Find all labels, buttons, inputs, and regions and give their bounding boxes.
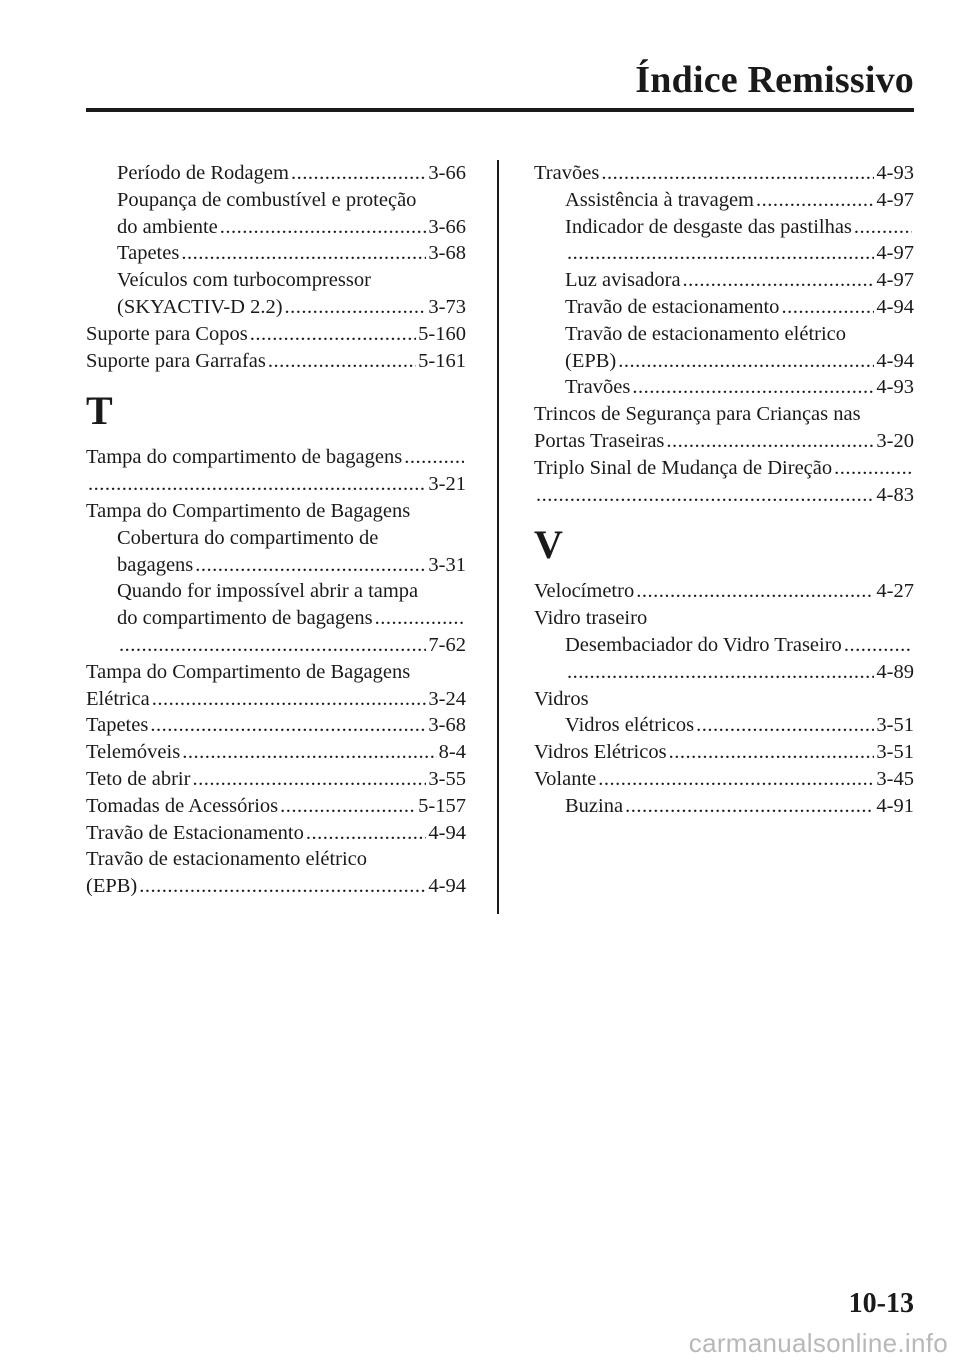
index-entry — [86, 820, 466, 847]
dot-leader — [291, 160, 426, 187]
dot-leader — [404, 444, 464, 471]
entry-text: Tampa do Compartimento de Bagagens — [86, 660, 411, 683]
index-entry — [86, 444, 466, 471]
entry-page: 4-97 — [876, 269, 914, 292]
entry-text: Travão de Estacionamento — [86, 821, 304, 844]
entry-text: Volante — [534, 767, 597, 790]
entry-page: 5-157 — [418, 794, 466, 817]
entry-page: 4-94 — [876, 349, 914, 372]
entry-page: 3-24 — [428, 687, 466, 710]
entry-text: Travões — [565, 376, 631, 399]
index-entry — [534, 659, 914, 686]
index-column-left — [86, 160, 466, 900]
index-entry — [534, 374, 914, 401]
dot-leader — [567, 659, 874, 686]
dot-leader — [781, 294, 874, 321]
index-entry — [534, 240, 914, 267]
index-entry — [534, 401, 914, 428]
index-entry — [534, 632, 914, 659]
dot-leader — [152, 686, 427, 713]
index-entry — [86, 552, 466, 579]
index-entry — [534, 605, 914, 632]
entry-text: Período de Rodagem — [117, 162, 289, 184]
section-letter: T — [86, 388, 113, 434]
index-entry — [534, 348, 914, 375]
section-letter: V — [534, 522, 563, 568]
entry-page: 4-93 — [876, 376, 914, 399]
entry-text: Portas Traseiras — [534, 429, 665, 452]
index-entry — [534, 267, 914, 294]
index-entry — [534, 766, 914, 793]
dot-leader — [192, 766, 426, 793]
index-entry — [86, 471, 466, 498]
dot-leader — [119, 632, 426, 659]
entry-text: Luz avisadora — [565, 269, 681, 292]
dot-leader — [268, 348, 416, 375]
dot-leader — [683, 267, 875, 294]
entry-page: 3-66 — [428, 215, 466, 238]
entry-page: 5-161 — [418, 349, 466, 372]
index-entry — [86, 321, 466, 348]
index-entry — [534, 160, 914, 187]
entry-text: Travões — [534, 162, 600, 184]
index-entry — [86, 712, 466, 739]
entry-page: 4-94 — [428, 875, 466, 898]
watermark: carmanualsonline.info — [688, 1328, 948, 1358]
index-entry — [86, 214, 466, 241]
dot-leader — [220, 214, 427, 241]
page-title: Índice Remissivo — [635, 59, 914, 101]
entry-text: Desembaciador do Vidro Traseiro — [565, 633, 842, 656]
entry-page: 3-21 — [428, 473, 466, 496]
entry-page: 4-83 — [876, 483, 914, 506]
index-entry — [534, 187, 914, 214]
entry-page: 4-97 — [876, 242, 914, 265]
entry-page: 3-68 — [428, 714, 466, 737]
dot-leader — [536, 482, 874, 509]
dot-leader — [625, 793, 874, 820]
dot-leader — [632, 374, 874, 401]
dot-leader — [598, 766, 874, 793]
index-entry — [86, 187, 466, 214]
index-entry — [534, 455, 914, 482]
entry-text: Poupança de combustível e proteção — [117, 188, 417, 211]
entry-page: 4-93 — [876, 162, 914, 184]
entry-text: Tapetes — [86, 714, 149, 737]
index-entry — [86, 525, 466, 552]
index-entry — [86, 267, 466, 294]
index-entry — [534, 294, 914, 321]
entry-page: 3-51 — [876, 741, 914, 764]
entry-text: Tampa do compartimento de bagagens — [86, 446, 403, 469]
entry-text: Triplo Sinal de Mudança de Direção — [534, 456, 833, 479]
dot-leader — [375, 605, 464, 632]
entry-text: Vidro traseiro — [534, 607, 648, 630]
index-entry — [534, 712, 914, 739]
dot-leader — [250, 321, 416, 348]
index-entry — [86, 578, 466, 605]
index-entry — [534, 686, 914, 713]
dot-leader — [182, 739, 436, 766]
entry-text: Vidros Elétricos — [534, 741, 667, 764]
column-divider — [497, 160, 499, 914]
entry-text: Travão de estacionamento elétrico — [86, 848, 368, 871]
dot-leader — [195, 552, 426, 579]
index-entry — [86, 632, 466, 659]
index-entry — [86, 160, 466, 187]
dot-leader — [844, 632, 912, 659]
index-entry — [534, 739, 914, 766]
entry-text: Trincos de Segurança para Crianças nas — [534, 403, 861, 426]
index-entry — [86, 240, 466, 267]
entry-text: Velocímetro — [534, 580, 635, 603]
entry-page: 4-94 — [428, 821, 466, 844]
dot-leader — [306, 820, 427, 847]
entry-page: 4-97 — [876, 188, 914, 211]
index-entry — [86, 348, 466, 375]
dot-leader — [150, 712, 426, 739]
index-entry — [86, 739, 466, 766]
index-entry — [86, 294, 466, 321]
index-entry — [86, 605, 466, 632]
entry-text: do compartimento de bagagens — [117, 607, 373, 630]
dot-leader — [669, 739, 875, 766]
entry-text: Tomadas de Acessórios — [86, 794, 279, 817]
dot-leader — [280, 793, 416, 820]
dot-leader — [139, 873, 426, 900]
entry-page: 3-51 — [876, 714, 914, 737]
index-entry — [534, 578, 914, 605]
index-entry — [86, 498, 466, 525]
dot-leader — [285, 294, 427, 321]
dot-leader — [181, 240, 426, 267]
entry-page: 4-27 — [876, 580, 914, 603]
entry-text: Suporte para Garrafas — [86, 349, 266, 372]
entry-page: 5-160 — [418, 322, 466, 345]
index-entry — [534, 482, 914, 509]
entry-text: Vidros — [534, 687, 589, 710]
entry-page: 3-31 — [428, 553, 466, 576]
dot-leader — [88, 471, 426, 498]
dot-leader — [834, 455, 912, 482]
entry-text: do ambiente — [117, 215, 218, 238]
index-entry — [86, 686, 466, 713]
entry-text: Elétrica — [86, 687, 150, 710]
entry-page: 3-55 — [428, 767, 466, 790]
entry-text: Tapetes — [117, 242, 180, 265]
entry-page: 3-73 — [428, 295, 466, 318]
entry-text: (EPB) — [565, 349, 617, 372]
entry-text: Indicador de desgaste das pastilhas — [565, 215, 852, 238]
entry-page: 7-62 — [428, 633, 466, 656]
entry-page: 3-68 — [428, 242, 466, 265]
index-entry — [86, 766, 466, 793]
entry-text: Suporte para Copos — [86, 322, 248, 345]
entry-page: 3-20 — [876, 429, 914, 452]
entry-page: 4-91 — [876, 794, 914, 817]
entry-page: 4-94 — [876, 295, 914, 318]
entry-text: Teto de abrir — [86, 767, 191, 790]
entry-text: (SKYACTIV-D 2.2) — [117, 295, 283, 318]
index-column-right — [534, 160, 914, 820]
entry-text: Veículos com turbocompressor — [117, 269, 371, 292]
index-entry — [534, 321, 914, 348]
index-entry — [86, 793, 466, 820]
page-number: 10-13 — [848, 1288, 914, 1319]
dot-leader — [618, 348, 874, 375]
entry-text: Buzina — [565, 794, 624, 817]
entry-page: 3-66 — [428, 162, 466, 184]
index-entry — [534, 214, 914, 241]
dot-leader — [636, 578, 874, 605]
index-entry — [86, 846, 466, 873]
entry-text: Cobertura do compartimento de — [117, 526, 379, 549]
entry-text: (EPB) — [86, 875, 138, 898]
entry-page: 8-4 — [438, 741, 466, 764]
index-entry — [534, 428, 914, 455]
dot-leader — [696, 712, 874, 739]
entry-text: Tampa do Compartimento de Bagagens — [86, 499, 411, 522]
entry-page: 3-45 — [876, 767, 914, 790]
index-entry — [86, 873, 466, 900]
entry-text: bagagens — [117, 553, 194, 576]
entry-page: 4-89 — [876, 660, 914, 683]
index-entry — [534, 793, 914, 820]
entry-text: Travão de estacionamento — [565, 295, 780, 318]
entry-text: Travão de estacionamento elétrico — [565, 322, 847, 345]
dot-leader — [756, 187, 874, 214]
header-rule — [86, 108, 914, 112]
dot-leader — [567, 240, 874, 267]
entry-text: Quando for impossível abrir a tampa — [117, 580, 419, 603]
entry-text: Assistência à travagem — [565, 188, 754, 211]
entry-text: Telemóveis — [86, 741, 181, 764]
entry-text: Vidros elétricos — [565, 714, 695, 737]
dot-leader — [854, 214, 912, 241]
dot-leader — [666, 428, 874, 455]
index-entry — [86, 659, 466, 686]
dot-leader — [601, 160, 874, 187]
